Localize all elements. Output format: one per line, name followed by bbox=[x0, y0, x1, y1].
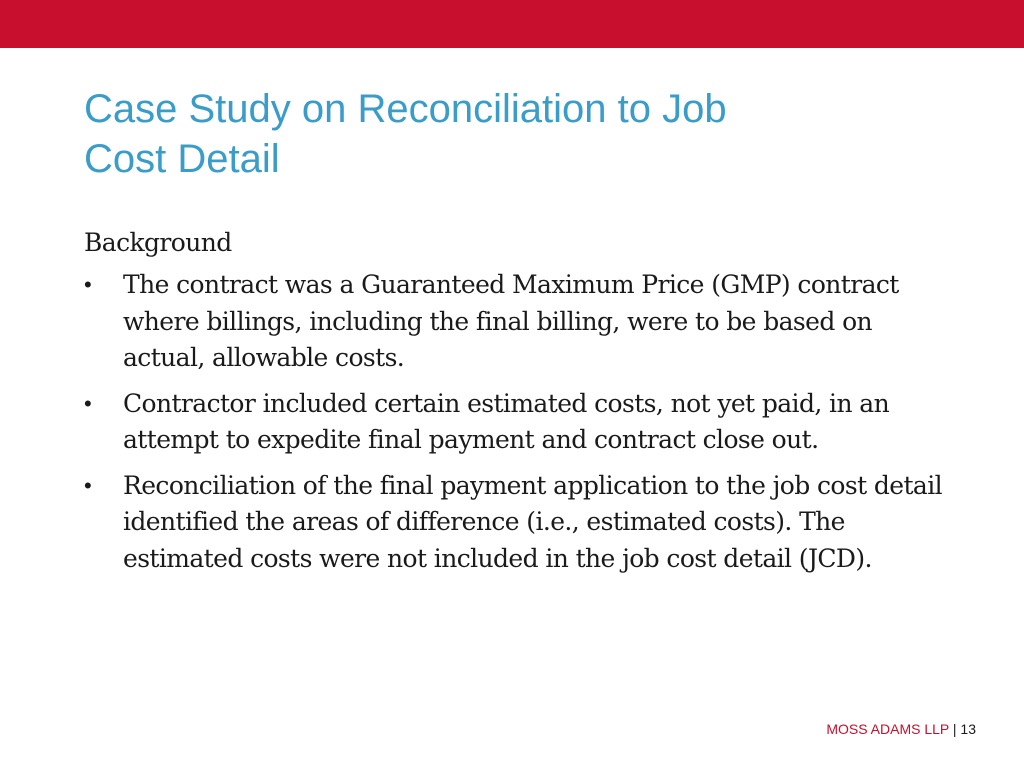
company-name: MOSS ADAMS LLP bbox=[826, 721, 949, 737]
bullet-point-icon: • bbox=[84, 472, 92, 498]
page-number: 13 bbox=[960, 721, 976, 737]
bullet-point-icon: • bbox=[84, 272, 92, 297]
bullet-text: Reconciliation of the final payment application to the job cost detail identified the areas of difference (i.e., estimated costs). The estimated costs were not included in the job cost detail (JCD). bbox=[123, 470, 943, 573]
bullet-item bbox=[84, 267, 954, 377]
slide-title-line-1: Case Study on Reconciliation to Job bbox=[84, 87, 727, 131]
slide-title bbox=[84, 84, 864, 184]
bullet-text: Contractor included certain estimated costs, not yet paid, in an attempt to expedite final payment and contract close out. bbox=[123, 388, 890, 454]
slide-footer bbox=[826, 720, 976, 738]
footer-separator: | bbox=[949, 721, 961, 737]
header-bar bbox=[0, 0, 1024, 48]
slide-title-line-2: Cost Detail bbox=[84, 137, 280, 181]
bullet-list bbox=[84, 267, 954, 577]
bullet-item bbox=[84, 468, 954, 578]
section-subheading: Background bbox=[84, 228, 232, 257]
bullet-text: The contract was a Guaranteed Maximum Price (GMP) contract where billings, including the final billing, were to be based on actual, allowable costs. bbox=[123, 270, 899, 372]
bullet-point-icon: • bbox=[84, 390, 92, 416]
slide-content bbox=[84, 224, 954, 586]
bullet-item bbox=[84, 386, 954, 459]
